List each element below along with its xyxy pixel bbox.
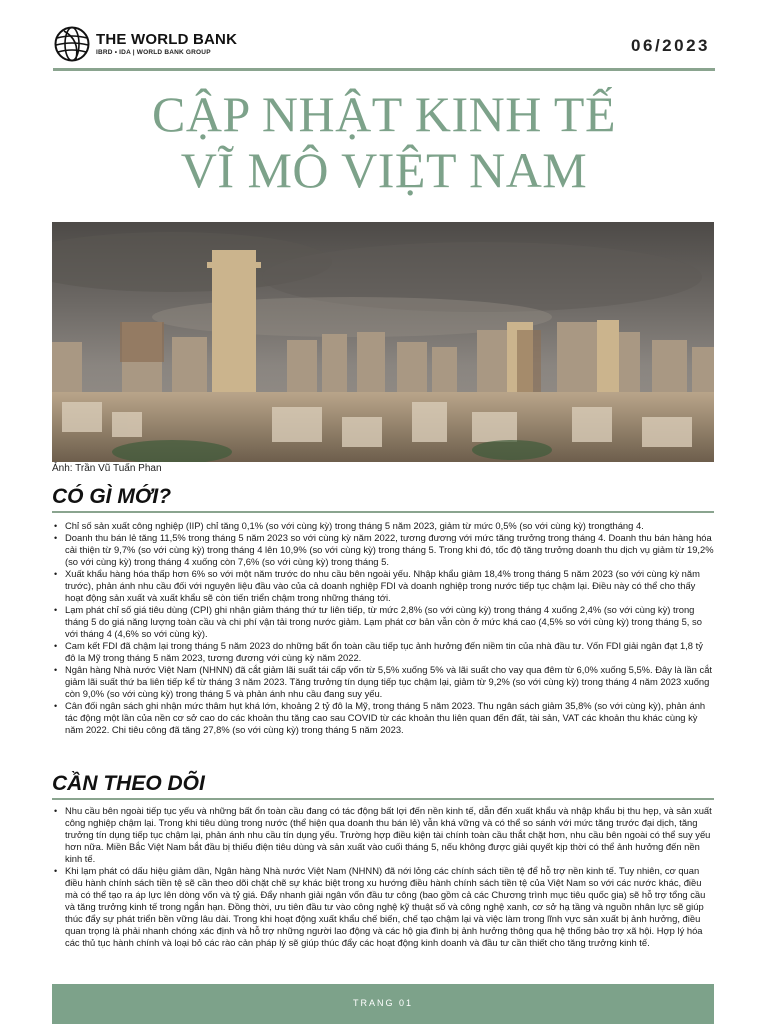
photo-caption: Ảnh: Trần Vũ Tuấn Phan [52,463,162,474]
page-footer [52,984,714,1024]
hero-photo [52,222,714,462]
list-item: • Xuất khẩu hàng hóa thấp hơn 6% so với một năm trước do nhu cầu bên ngoài yếu. Nhập khẩu giảm 18,4% trong tháng 5 năm 2023 (so với cùng kỳ năm trước), phản ánh nhu cầu đối với nguyên liệu đầu vào của cả doanh nghiệp FDI và doanh nghiệp trong nước tiếp tục chậm lại. Điều này có thể cho thấy hoạt động sản xuất và xuất khẩu sẽ còn tiến triển chậm trong những tháng tới. [52,568,714,604]
list-item: • Cam kết FDI đã chậm lại trong tháng 5 năm 2023 do những bất ổn toàn cầu tiếp tục ảnh hưởng đến niềm tin của nhà đầu tư. Vốn FDI giải ngân đạt 1,8 tỷ đô la Mỹ trong tháng 5 năm 2023, tương đương với cùng kỳ năm 2022. [52,640,714,664]
page-header [0,0,768,70]
org-subtitle: IBRD • IDA | WORLD BANK GROUP [96,49,211,56]
watch-divider [52,798,714,800]
world-bank-logo [54,26,237,62]
page-title [0,86,768,198]
title-line-2: VĨ MÔ VIỆT NAM [180,142,588,198]
issue-date: 06/2023 [631,36,710,55]
list-item: • Khi lạm phát có dấu hiệu giảm dần, Ngân hàng Nhà nước Việt Nam (NHNN) đã nới lỏng các chính sách tiền tệ để hỗ trợ nền kinh tế. Tuy nhiên, cơ quan điều hành chính sách tiền tệ sẽ cần theo dõi chặt chẽ sự khác biệt trong xu hướng điều hành chính sách tiền tệ của Việt Nam so với các nước khác, điều mà có thể tạo ra áp lực lên dòng vốn và tỷ giá. Đẩy nhanh giải ngân vốn đầu tư công (bao gồm cả các Chương trình mục tiêu quốc gia) sẽ hỗ trợ tổng cầu và tăng trưởng kinh tế trong ngắn hạn. Đồng thời, ưu tiên đầu tư vào công nghệ kỹ thuật số và công nghệ xanh, cơ sở hạ tầng và nguồn nhân lực sẽ giúp thúc đẩy sự phát triển bền vững lâu dài. Trong khi hoạt động xuất khẩu chế biến, chế tạo chậm lại và việc làm trong lĩnh vực sản xuất bị ảnh hưởng, điều quan trọng là phải nhanh chóng xác định và hỗ trợ những người lao động và các hộ gia đình bị ảnh hưởng thông qua hệ thống bảo trợ xã hội. Hợp lý hóa các thủ tục hành chính và loại bỏ các rào cản pháp lý sẽ giúp thúc đẩy các hoạt động kinh doanh và đầu tư cần thiết cho tăng trưởng kinh tế. [52,865,714,949]
org-name: THE WORLD BANK [96,31,238,48]
city-skyline-image [52,222,714,462]
globe-icon [54,26,90,62]
header-divider [53,68,715,71]
list-item: • Lạm phát chỉ số giá tiêu dùng (CPI) ghi nhận giảm tháng thứ tư liên tiếp, từ mức 2,8% (so với cùng kỳ) trong tháng 4 xuống 2,4% (so với cùng kỳ) trong tháng 5 do giá năng lượng toàn cầu và chi phí vận tải trong nước giảm. Lạm phát cơ bản vẫn còn ở mức khá cao (4,5% so với cùng kỳ) trong tháng 5, so với tháng 4 (4,6% so với cùng kỳ). [52,604,714,640]
whats-new-heading: CÓ GÌ MỚI? [52,485,172,508]
title-line-1: CẬP NHẬT KINH TẾ [151,86,617,142]
whats-new-divider [52,511,714,513]
list-item: • Nhu cầu bên ngoài tiếp tục yếu và những bất ổn toàn cầu đang có tác động bất lợi đến nền kinh tế, dẫn đến xuất khẩu và nhập khẩu bị thu hẹp, và sản xuất công nghiệp chậm lại. Trong khi tiêu dùng trong nước (thể hiện qua doanh thu bán lẻ) vẫn khá vững và có thể so sánh với mức tăng trước đại dịch, tăng trưởng tín dụng tiếp tục chậm lại, phản ánh nhu cầu tín dụng yếu. Trường hợp điều kiện tài chính toàn cầu thắt chặt hơn, nhu cầu bên ngoài có thể suy yếu hơn nữa. Miền Bắc Việt Nam bắt đầu bị thiếu điện tiêu dùng và sản xuất vào cuối tháng 5, nếu không được giải quyết kịp thời có thể ảnh hưởng đến nền kinh tế. [52,805,714,865]
watch-heading: CẦN THEO DÕI [52,772,205,795]
list-item: • Doanh thu bán lẻ tăng 11,5% trong tháng 5 năm 2023 so với cùng kỳ năm 2022, tương đương với mức tăng trưởng trong tháng 4. Doanh thu bán hàng hóa cải thiện từ 9,7% (so với cùng kỳ) trong tháng 4 lên 10,9% (so với cùng kỳ) trong tháng 5. Trong khi đó, tốc độ tăng trưởng doanh thu dịch vụ giảm từ 19,2% (so với cùng kỳ) trong tháng 4 xuống còn 7,6% (so với cùng kỳ) trong tháng 5. [52,532,714,568]
list-item: • Cân đối ngân sách ghi nhận mức thâm hụt khá lớn, khoảng 2 tỷ đô la Mỹ, trong tháng 5 năm 2023. Thu ngân sách giảm 35,8% (so với cùng kỳ), phản ánh tác động một lần của nền cơ sở cao do các khoản thu tăng cao sau COVID từ các khoản thu liên quan đến đất, tài sản, VAT các khoản thu khác cùng kỳ năm 2022. Chi tiêu công đã tăng 27,8% (so với cùng kỳ) trong tháng 5 năm 2023. [52,700,714,736]
whats-new-list [52,520,714,736]
watch-list [52,805,714,949]
page-number: TRANG 01 [352,998,413,1008]
list-item: • Chỉ số sản xuất công nghiệp (IIP) chỉ tăng 0,1% (so với cùng kỳ) trong tháng 5 năm 2023, giảm từ mức 0,5% (so với cùng kỳ) trongtháng 4. [52,520,714,532]
list-item: • Ngân hàng Nhà nước Việt Nam (NHNN) đã cắt giảm lãi suất tái cấp vốn từ 5,5% xuống 5% và lãi suất cho vay qua đêm từ 6,0% xuống 5,5%. Đây là lần cắt giảm lãi suất thứ ba liên tiếp kể từ tháng 3 năm 2023. Tăng trưởng tín dụng tiếp tục chậm lại, giảm từ 9,2% (so với cùng kỳ) trong tháng 4 năm 2023 xuống còn 9,0% (so với cùng kỳ) trong tháng 5 và phản ánh nhu cầu đang suy yếu. [52,664,714,700]
